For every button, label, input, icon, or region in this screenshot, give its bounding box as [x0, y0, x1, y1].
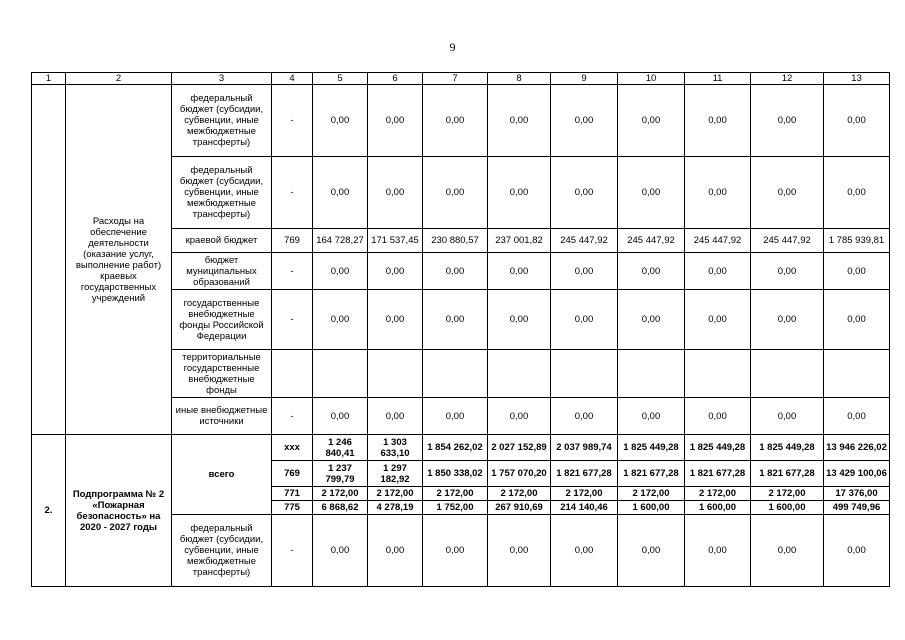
value-cell: 0,00	[423, 157, 488, 229]
value-cell: 0,00	[313, 85, 368, 157]
value-cell: 0,00	[751, 398, 824, 435]
value-cell: 0,00	[685, 85, 751, 157]
value-cell: 13 429 100,06	[824, 461, 890, 487]
code-cell: -	[272, 290, 313, 350]
row-number-cell: 2.	[32, 435, 66, 587]
value-cell: 1 752,00	[423, 501, 488, 515]
value-cell: 0,00	[488, 290, 551, 350]
code-cell: -	[272, 398, 313, 435]
value-cell: 13 946 226,02	[824, 435, 890, 461]
value-cell: 245 447,92	[751, 229, 824, 253]
value-cell: 1 821 677,28	[618, 461, 685, 487]
value-cell: 0,00	[751, 157, 824, 229]
value-cell: 0,00	[368, 253, 423, 290]
value-cell: 2 172,00	[751, 487, 824, 501]
table-row	[32, 435, 890, 461]
value-cell: 0,00	[751, 290, 824, 350]
value-cell: 1 825 449,28	[685, 435, 751, 461]
funding-source-cell: государственные внебюджетные фонды Российской Федерации	[172, 290, 272, 350]
value-cell: 2 172,00	[685, 487, 751, 501]
value-cell: 1 825 449,28	[618, 435, 685, 461]
value-cell: 0,00	[488, 157, 551, 229]
col-header: 1	[32, 73, 66, 85]
value-cell	[618, 350, 685, 398]
value-cell: 1 785 939,81	[824, 229, 890, 253]
value-cell: 0,00	[618, 85, 685, 157]
value-cell: 499 749,96	[824, 501, 890, 515]
value-cell: 0,00	[368, 398, 423, 435]
col-header: 13	[824, 73, 890, 85]
value-cell: 0,00	[368, 157, 423, 229]
value-cell: 6 868,62	[313, 501, 368, 515]
value-cell: 1 821 677,28	[751, 461, 824, 487]
value-cell: 1 854 262,02	[423, 435, 488, 461]
value-cell: 214 140,46	[551, 501, 618, 515]
value-cell: 267 910,69	[488, 501, 551, 515]
value-cell: 0,00	[685, 253, 751, 290]
col-header: 8	[488, 73, 551, 85]
value-cell: 0,00	[685, 157, 751, 229]
code-cell: 769	[272, 229, 313, 253]
code-cell: -	[272, 85, 313, 157]
code-cell: ххх	[272, 435, 313, 461]
value-cell: 0,00	[685, 515, 751, 587]
value-cell: 0,00	[488, 253, 551, 290]
value-cell: 1 600,00	[685, 501, 751, 515]
value-cell: 2 172,00	[368, 487, 423, 501]
code-cell: 775	[272, 501, 313, 515]
value-cell: 0,00	[618, 157, 685, 229]
value-cell: 0,00	[488, 515, 551, 587]
value-cell: 0,00	[685, 290, 751, 350]
value-cell	[368, 350, 423, 398]
value-cell: 0,00	[423, 85, 488, 157]
code-cell: -	[272, 515, 313, 587]
value-cell	[551, 350, 618, 398]
value-cell: 164 728,27	[313, 229, 368, 253]
value-cell: 0,00	[824, 253, 890, 290]
funding-source-cell: федеральный бюджет (субсидии, субвенции, иные межбюджетные трансферты)	[172, 157, 272, 229]
value-cell: 245 447,92	[618, 229, 685, 253]
value-cell: 1 297 182,92	[368, 461, 423, 487]
column-header-row	[32, 73, 890, 85]
value-cell	[751, 350, 824, 398]
col-header: 10	[618, 73, 685, 85]
col-header: 4	[272, 73, 313, 85]
value-cell: 0,00	[824, 398, 890, 435]
value-cell: 0,00	[313, 515, 368, 587]
value-cell: 1 600,00	[751, 501, 824, 515]
value-cell: 0,00	[824, 515, 890, 587]
value-cell	[824, 350, 890, 398]
value-cell: 245 447,92	[551, 229, 618, 253]
value-cell: 1 303 633,10	[368, 435, 423, 461]
value-cell: 1 237 799,79	[313, 461, 368, 487]
value-cell: 0,00	[618, 290, 685, 350]
value-cell: 0,00	[423, 290, 488, 350]
value-cell: 0,00	[618, 398, 685, 435]
value-cell: 2 172,00	[618, 487, 685, 501]
funding-source-cell: краевой бюджет	[172, 229, 272, 253]
value-cell: 0,00	[423, 398, 488, 435]
col-header: 7	[423, 73, 488, 85]
value-cell: 2 172,00	[423, 487, 488, 501]
value-cell: 2 172,00	[488, 487, 551, 501]
table-row	[32, 85, 890, 157]
value-cell: 0,00	[551, 398, 618, 435]
value-cell	[423, 350, 488, 398]
col-header: 5	[313, 73, 368, 85]
value-cell: 245 447,92	[685, 229, 751, 253]
value-cell: 0,00	[368, 85, 423, 157]
value-cell: 17 376,00	[824, 487, 890, 501]
expense-name-cell: Расходы на обеспечение деятельности (оказание услуг, выполнение работ) краевых государственных учреждений	[66, 85, 172, 435]
code-cell: 769	[272, 461, 313, 487]
value-cell: 0,00	[824, 290, 890, 350]
value-cell: 1 757 070,20	[488, 461, 551, 487]
value-cell: 2 027 152,89	[488, 435, 551, 461]
value-cell	[488, 350, 551, 398]
value-cell	[313, 350, 368, 398]
value-cell: 0,00	[685, 398, 751, 435]
value-cell: 2 037 989,74	[551, 435, 618, 461]
value-cell: 0,00	[313, 290, 368, 350]
col-header: 6	[368, 73, 423, 85]
col-header: 9	[551, 73, 618, 85]
value-cell: 0,00	[551, 515, 618, 587]
row-number-cell	[32, 85, 66, 435]
value-cell: 0,00	[551, 157, 618, 229]
value-cell: 4 278,19	[368, 501, 423, 515]
total-label-cell: всего	[172, 435, 272, 515]
funding-source-cell: федеральный бюджет (субсидии, субвенции, иные межбюджетные трансферты)	[172, 85, 272, 157]
col-header: 11	[685, 73, 751, 85]
value-cell: 0,00	[488, 398, 551, 435]
value-cell: 0,00	[368, 290, 423, 350]
value-cell: 0,00	[313, 398, 368, 435]
budget-table	[31, 72, 890, 587]
funding-source-cell: иные внебюджетные источники	[172, 398, 272, 435]
value-cell: 0,00	[618, 253, 685, 290]
value-cell: 0,00	[618, 515, 685, 587]
value-cell: 1 821 677,28	[551, 461, 618, 487]
value-cell: 0,00	[488, 85, 551, 157]
value-cell: 0,00	[751, 85, 824, 157]
value-cell: 230 880,57	[423, 229, 488, 253]
value-cell: 237 001,82	[488, 229, 551, 253]
value-cell: 0,00	[551, 253, 618, 290]
value-cell: 0,00	[423, 253, 488, 290]
value-cell: 1 246 840,41	[313, 435, 368, 461]
code-cell	[272, 350, 313, 398]
value-cell: 0,00	[751, 515, 824, 587]
value-cell: 2 172,00	[313, 487, 368, 501]
funding-source-cell: территориальные государственные внебюджетные фонды	[172, 350, 272, 398]
value-cell: 0,00	[824, 85, 890, 157]
code-cell: -	[272, 157, 313, 229]
value-cell: 1 600,00	[618, 501, 685, 515]
value-cell: 0,00	[551, 290, 618, 350]
value-cell: 171 537,45	[368, 229, 423, 253]
value-cell: 0,00	[368, 515, 423, 587]
value-cell: 0,00	[824, 157, 890, 229]
funding-source-cell: бюджет муниципальных образований	[172, 253, 272, 290]
value-cell: 1 821 677,28	[685, 461, 751, 487]
page-number: 9	[449, 40, 456, 54]
value-cell: 1 850 338,02	[423, 461, 488, 487]
value-cell: 0,00	[751, 253, 824, 290]
value-cell: 2 172,00	[551, 487, 618, 501]
col-header: 3	[172, 73, 272, 85]
code-cell: -	[272, 253, 313, 290]
col-header: 2	[66, 73, 172, 85]
value-cell: 0,00	[313, 157, 368, 229]
code-cell: 771	[272, 487, 313, 501]
value-cell: 1 825 449,28	[751, 435, 824, 461]
value-cell: 0,00	[313, 253, 368, 290]
value-cell: 0,00	[423, 515, 488, 587]
subprogram-name-cell: Подпрограмма № 2 «Пожарная безопасность» на 2020 - 2027 годы	[66, 435, 172, 587]
col-header: 12	[751, 73, 824, 85]
funding-source-cell: федеральный бюджет (субсидии, субвенции, иные межбюджетные трансферты)	[172, 515, 272, 587]
value-cell: 0,00	[551, 85, 618, 157]
value-cell	[685, 350, 751, 398]
